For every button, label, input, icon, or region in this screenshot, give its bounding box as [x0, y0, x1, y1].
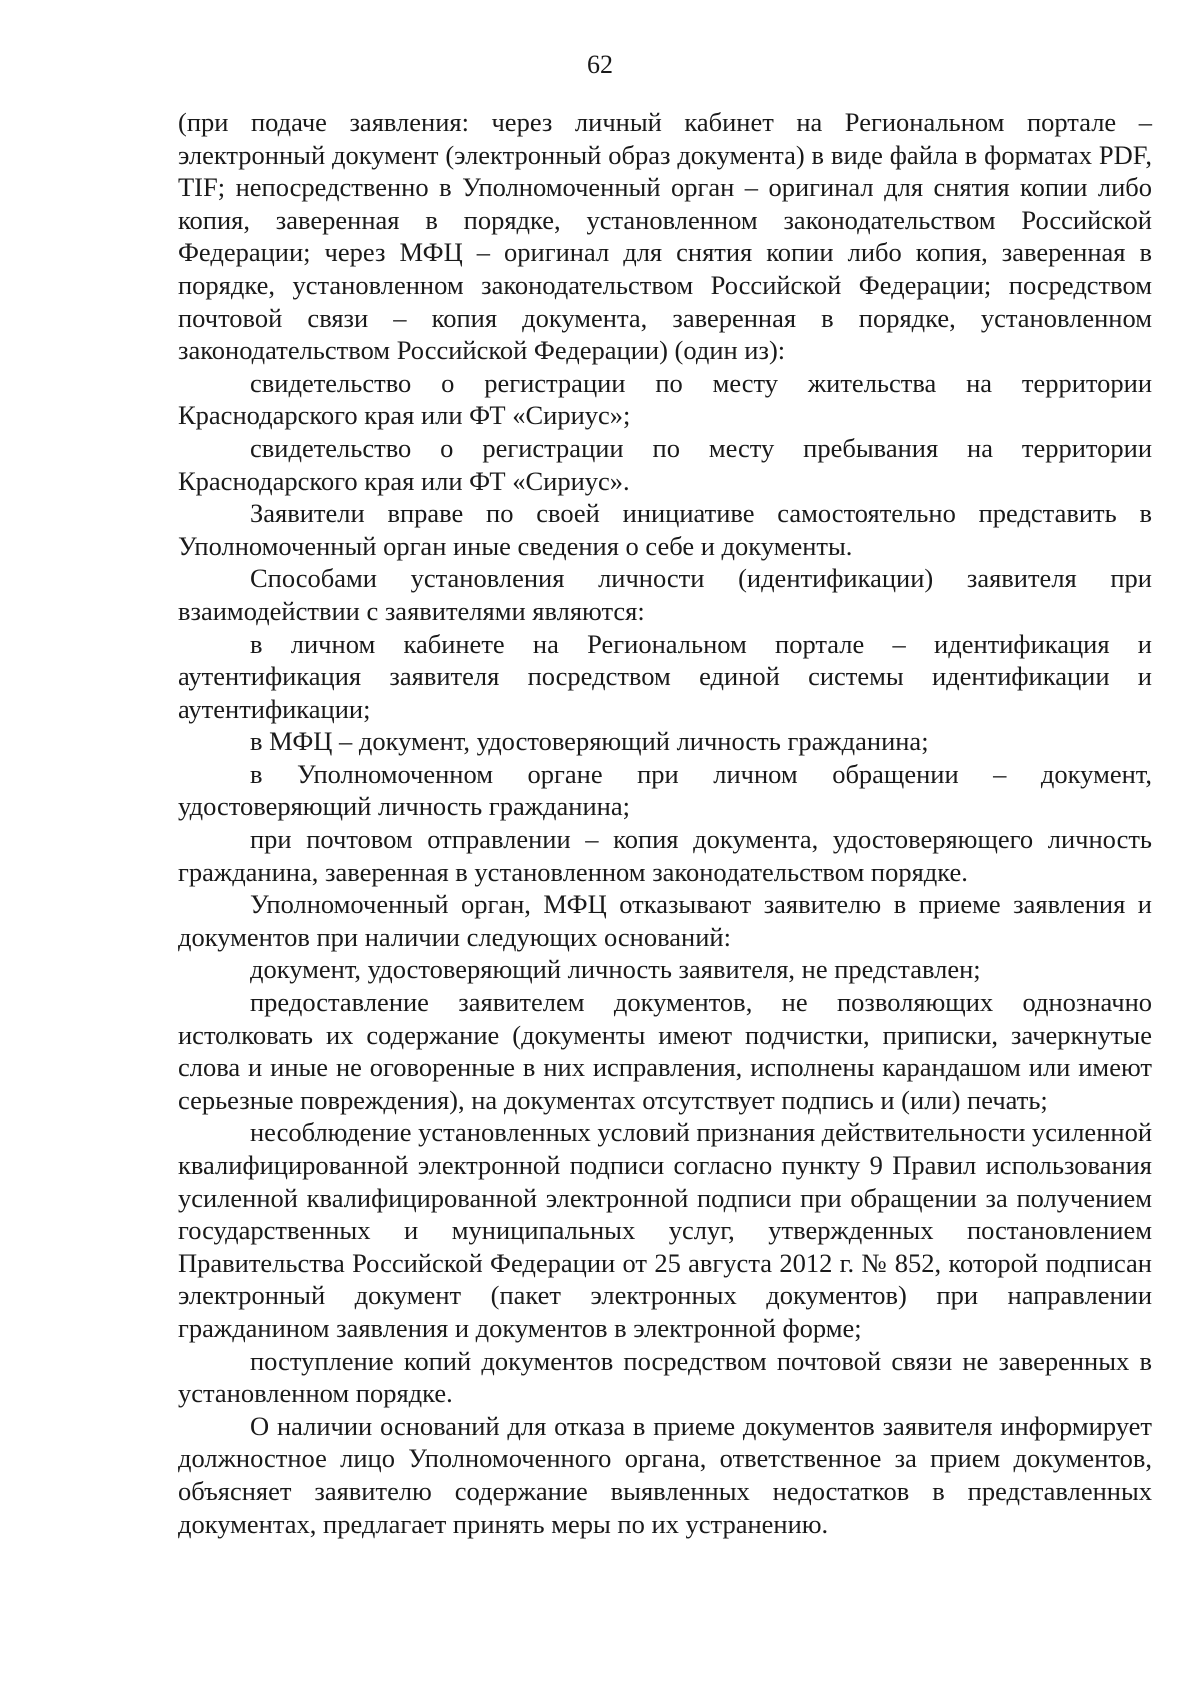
paragraph-15: О наличии оснований для отказа в приеме документов заявителя информирует должностное лицо Уполномоченного органа, ответственное за прием документов, объясняет заявителю содержание выявленных недостатков в представленных документах, предлагает принять меры по их устранению.	[178, 1410, 1152, 1539]
paragraph-12: предоставление заявителем документов, не позволяющих однозначно истолковать их содержание (документы имеют подчистки, приписки, зачеркнутые слова и иные не оговоренные в них исправления, исполнены карандашом или имеют серьезные повреждения), на документах отсутствует подпись и (или) печать;	[178, 987, 1152, 1115]
paragraph-6: в личном кабинете на Региональном портале – идентификация и аутентификация заявителя посредством единой системы идентификации и аутентификации;	[178, 628, 1152, 724]
paragraph-13: несоблюдение установленных условий признания действительности усиленной квалифицированной электронной подписи согласно пункту 9 Правил использования усиленной квалифицированной электронной подписи при обращении за получением государственных и муниципальных услуг, утвержденных постановлением Правительства Российской Федерации от 25 августа 2012 г. № 852, которой подписан электронный документ (пакет электронных документов) при направлении гражданином заявления и документов в электронной форме;	[178, 1117, 1152, 1343]
paragraph-10: Уполномоченный орган, МФЦ отказывают заявителю в приеме заявления и документов при наличии следующих оснований:	[178, 889, 1152, 952]
paragraph-9: при почтовом отправлении – копия документа, удостоверяющего личность гражданина, заверенная в установленном законодательством порядке.	[178, 824, 1152, 887]
paragraph-14: поступление копий документов посредством почтовой связи не заверенных в установленном порядке.	[178, 1345, 1152, 1409]
paragraph-1: (при подаче заявления: через личный кабинет на Региональном портале – электронный документ (электронный образ документа) в виде файла в форматах PDF, TIF; непосредственно в Уполномоченный орган – оригинал для снятия копии либо копия, заверенная в порядке, установленном законодательством Российской Федерации; через МФЦ – оригинал для снятия копии либо копия, заверенная в порядке, установленном законодательством Российской Федерации; посредством почтовой связи – копия документа, заверенная в порядке, установленном законодательством Российской Федерации) (один из):	[178, 107, 1152, 366]
paragraph-5: Способами установления личности (идентификации) заявителя при взаимодействии с заявителями являются:	[178, 563, 1152, 626]
paragraph-2: свидетельство о регистрации по месту жительства на территории Краснодарского края или ФТ «Сириус»;	[178, 367, 1152, 431]
paragraph-3: свидетельство о регистрации по месту пребывания на территории Краснодарского края или ФТ «Сириус».	[178, 432, 1152, 496]
body-text	[178, 106, 1152, 1540]
paragraph-8: в Уполномоченном органе при личном обращении – документ, удостоверяющий личность гражданина;	[178, 758, 1152, 822]
paragraph-7: в МФЦ – документ, удостоверяющий личность гражданина;	[250, 726, 929, 757]
page-number: 62	[587, 50, 613, 79]
paragraph-4: Заявители вправе по своей инициативе самостоятельно представить в Уполномоченный орган иные сведения о себе и документы.	[178, 498, 1152, 561]
paragraph-11: документ, удостоверяющий личность заявителя, не представлен;	[250, 954, 981, 985]
